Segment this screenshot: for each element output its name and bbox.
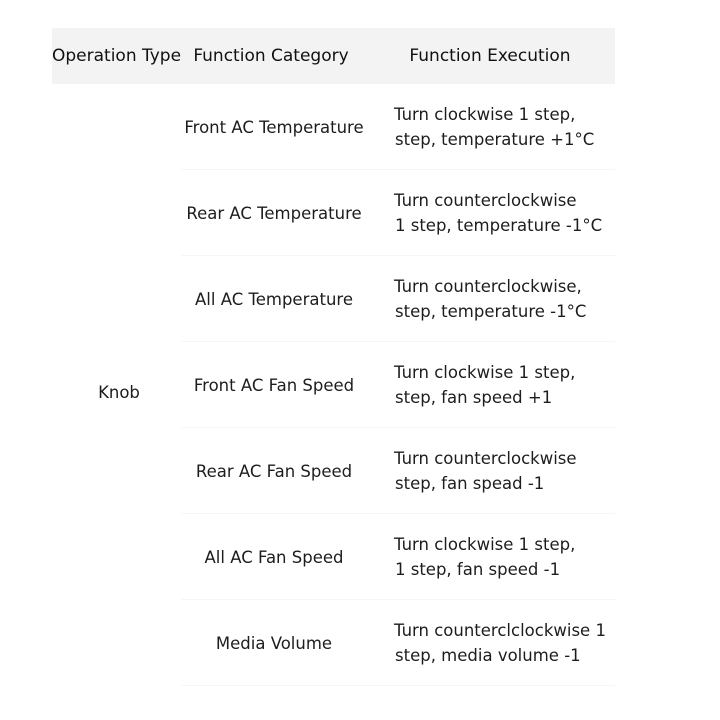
table-row xyxy=(182,342,615,428)
function-table xyxy=(52,28,615,700)
execution-line: Turn counterclockwise xyxy=(394,449,577,468)
execution-line: step, temperature -1°C xyxy=(395,302,587,321)
operation-type-cell: Knob xyxy=(98,382,140,402)
execution-line: step, fan spead -1 xyxy=(395,474,545,493)
table-body xyxy=(182,84,615,700)
table-row xyxy=(182,600,615,686)
execution-line: step, media volume -1 xyxy=(395,646,581,665)
function-category-cell: Rear AC Temperature xyxy=(186,203,362,223)
function-category-cell: All AC Fan Speed xyxy=(204,547,344,567)
execution-line: Turn counterclockwise, xyxy=(394,277,582,296)
function-execution-cell xyxy=(394,514,615,600)
table-header xyxy=(52,28,615,84)
header-function-execution: Function Execution xyxy=(409,46,571,66)
function-category-cell: All AC Temperature xyxy=(195,289,353,309)
function-execution-cell xyxy=(394,84,615,170)
function-execution-cell xyxy=(394,342,615,428)
execution-line: Turn clockwise 1 step, xyxy=(394,363,576,382)
function-execution-cell xyxy=(394,170,615,256)
function-execution-cell xyxy=(394,256,615,342)
header-function-category: Function Category xyxy=(193,46,349,66)
function-execution-cell xyxy=(394,428,615,514)
execution-line: step, fan speed +1 xyxy=(395,388,553,407)
table-row xyxy=(182,84,615,170)
table-row xyxy=(182,428,615,514)
execution-line: Turn counterclockwise xyxy=(394,191,577,210)
table-row xyxy=(182,170,615,256)
table-row xyxy=(182,514,615,600)
function-category-cell: Media Volume xyxy=(215,633,333,653)
function-category-cell: Front AC Fan Speed xyxy=(193,375,355,395)
function-category-cell: Rear AC Fan Speed xyxy=(195,461,353,481)
function-category-cell: Front AC Temperature xyxy=(184,117,364,137)
table-row xyxy=(182,256,615,342)
execution-line: 1 step, fan speed -1 xyxy=(395,560,561,579)
execution-line: 1 step, temperature -1°C xyxy=(395,216,603,235)
execution-line: Turn clockwise 1 step, xyxy=(394,535,576,554)
execution-line: Turn counterclclockwise 1 xyxy=(394,621,606,640)
function-execution-cell xyxy=(394,600,615,686)
execution-line: Turn clockwise 1 step, xyxy=(394,105,576,124)
execution-line: step, temperature +1°C xyxy=(395,130,595,149)
header-operation-type: Operation Type xyxy=(52,46,182,66)
